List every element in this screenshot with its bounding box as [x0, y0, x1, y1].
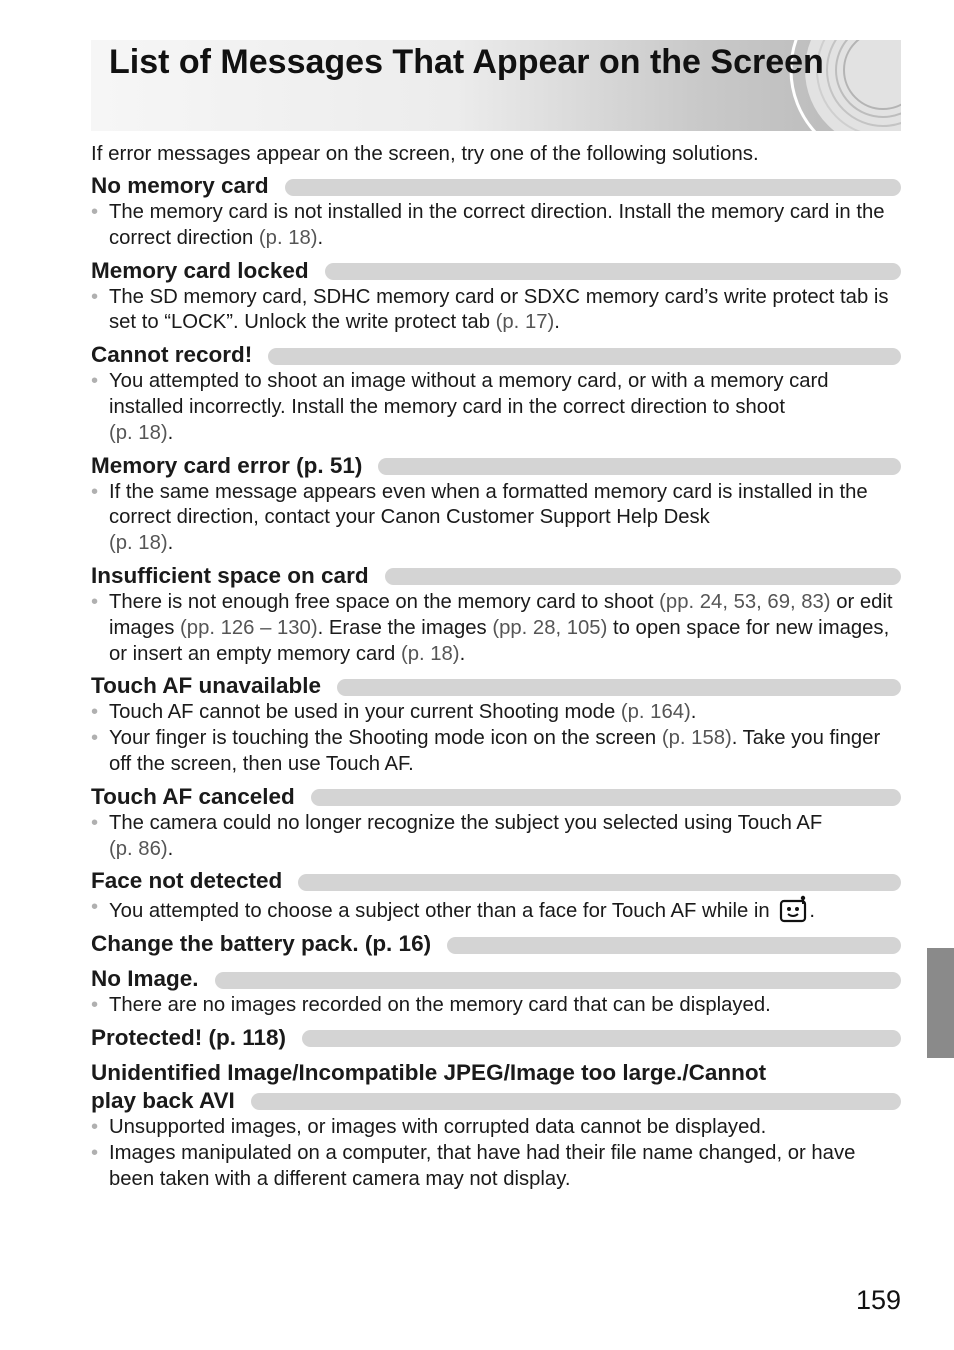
bullet-list: [91, 895, 901, 925]
page-reference[interactable]: (p. 164): [620, 701, 691, 724]
list-item: • Your finger is touching the Shooting mode icon on the screen (p. 158). Take you finger off the screen, then use Touch AF.: [91, 726, 901, 778]
heading-rule: [285, 179, 901, 196]
heading-text: Protected! (p. 118): [91, 1024, 287, 1050]
section-heading: [91, 930, 901, 958]
list-item: • Touch AF cannot be used in your current Shooting mode (p. 164).: [91, 700, 901, 726]
heading-text: No Image.: [91, 966, 199, 992]
heading-text-line2: play back AVI: [91, 1087, 235, 1113]
page-reference[interactable]: (p. 17): [495, 311, 555, 334]
heading-rule: [302, 1030, 901, 1047]
section-heading: [91, 341, 901, 369]
section-heading: [91, 965, 901, 993]
bullet-list: [91, 993, 901, 1019]
page-title: List of Messages That Appear on the Screen: [109, 43, 824, 81]
list-item: • You attempted to choose a subject other than a face for Touch AF while in .: [91, 895, 901, 925]
heading-text: Change the battery pack. (p. 16): [91, 931, 432, 957]
list-item: • You attempted to shoot an image without a memory card, or with a memory card installed incorrectly. Install the memory card in the correct direction to shoot (p. 18).: [91, 369, 901, 446]
heading-rule: [385, 568, 901, 585]
section-heading: [91, 1059, 901, 1115]
heading-text: Memory card error (p. 51): [91, 452, 363, 478]
list-item: • The camera could no longer recognize the subject you selected using Touch AF (p. 86).: [91, 811, 901, 863]
heading-text-line1: Unidentified Image/Incompatible JPEG/Image too large./Cannot: [91, 1059, 767, 1085]
page-reference[interactable]: (pp. 24, 53, 69, 83): [659, 590, 831, 613]
heading-text: Face not detected: [91, 868, 283, 894]
heading-rule: [215, 972, 901, 989]
page-reference[interactable]: (pp. 28, 105): [492, 616, 608, 639]
bullet-list: [91, 811, 901, 863]
list-item: • There are no images recorded on the memory card that can be displayed.: [91, 993, 901, 1019]
page-reference[interactable]: (p. 18): [258, 226, 318, 249]
heading-text: Memory card locked: [91, 257, 309, 283]
list-item: • If the same message appears even when a formatted memory card is installed in the correct direction, contact your Canon Customer Support Help Desk (p. 18).: [91, 480, 901, 557]
chapter-tab: [927, 948, 954, 1058]
heading-rule: [251, 1093, 901, 1110]
intro-text: If error messages appear on the screen, try one of the following solutions.: [91, 142, 759, 165]
bullet-list: [91, 480, 901, 557]
page-reference[interactable]: (p. 18): [109, 421, 168, 444]
section-heading: [91, 257, 901, 285]
heading-rule: [447, 937, 901, 954]
bullet-list: [91, 1115, 901, 1192]
bullet-list: [91, 285, 901, 337]
bullet-list: [91, 369, 901, 446]
heading-rule: [325, 263, 901, 280]
section-heading: [91, 783, 901, 811]
page-number: 159: [855, 1285, 901, 1315]
list-item: • Images manipulated on a computer, that have had their file name changed, or have been taken with a different camera may not display.: [91, 1141, 901, 1193]
list-item: • There is not enough free space on the memory card to shoot (pp. 24, 53, 69, 83) or edit images (pp. 126 – 130). Erase the images (pp. 28, 105) to open space for new images, or insert an empty memory card (p. 18).: [91, 590, 901, 667]
list-item: • Unsupported images, or images with corrupted data cannot be displayed.: [91, 1115, 901, 1141]
message-list: [91, 172, 901, 1197]
section-heading: [91, 172, 901, 200]
bullet-list: [91, 590, 901, 667]
section-heading: [91, 562, 901, 590]
heading-text: Touch AF unavailable: [91, 673, 322, 699]
section-heading: [91, 672, 901, 700]
section-heading: [91, 1024, 901, 1052]
heading-rule: [268, 348, 901, 365]
heading-rule: [298, 874, 901, 891]
bullet-list: [91, 700, 901, 777]
page-reference[interactable]: (p. 18): [400, 642, 460, 665]
smart-shutter-face-icon: [779, 895, 809, 923]
list-item: • The SD memory card, SDHC memory card or SDXC memory card’s write protect tab is set to “LOCK”. Unlock the write protect tab (p. 17).: [91, 285, 901, 337]
heading-text: No memory card: [91, 173, 269, 198]
section-heading: [91, 452, 901, 480]
heading-rule: [311, 789, 901, 806]
title-banner: [91, 40, 901, 131]
page-reference[interactable]: (p. 158): [661, 727, 732, 750]
heading-text: Insufficient space on card: [91, 562, 369, 588]
bullet-list: [91, 200, 901, 252]
page-reference[interactable]: (pp. 126 – 130): [180, 616, 318, 639]
heading-rule: [378, 458, 901, 475]
heading-rule: [337, 679, 901, 696]
heading-text: Touch AF canceled: [91, 783, 295, 809]
list-item: • The memory card is not installed in the correct direction. Install the memory card in the correct direction (p. 18).: [91, 200, 901, 252]
page-reference[interactable]: (p. 18): [109, 532, 168, 555]
section-heading: [91, 867, 901, 895]
heading-text: Cannot record!: [91, 342, 253, 368]
page-reference[interactable]: (p. 86): [109, 837, 168, 860]
